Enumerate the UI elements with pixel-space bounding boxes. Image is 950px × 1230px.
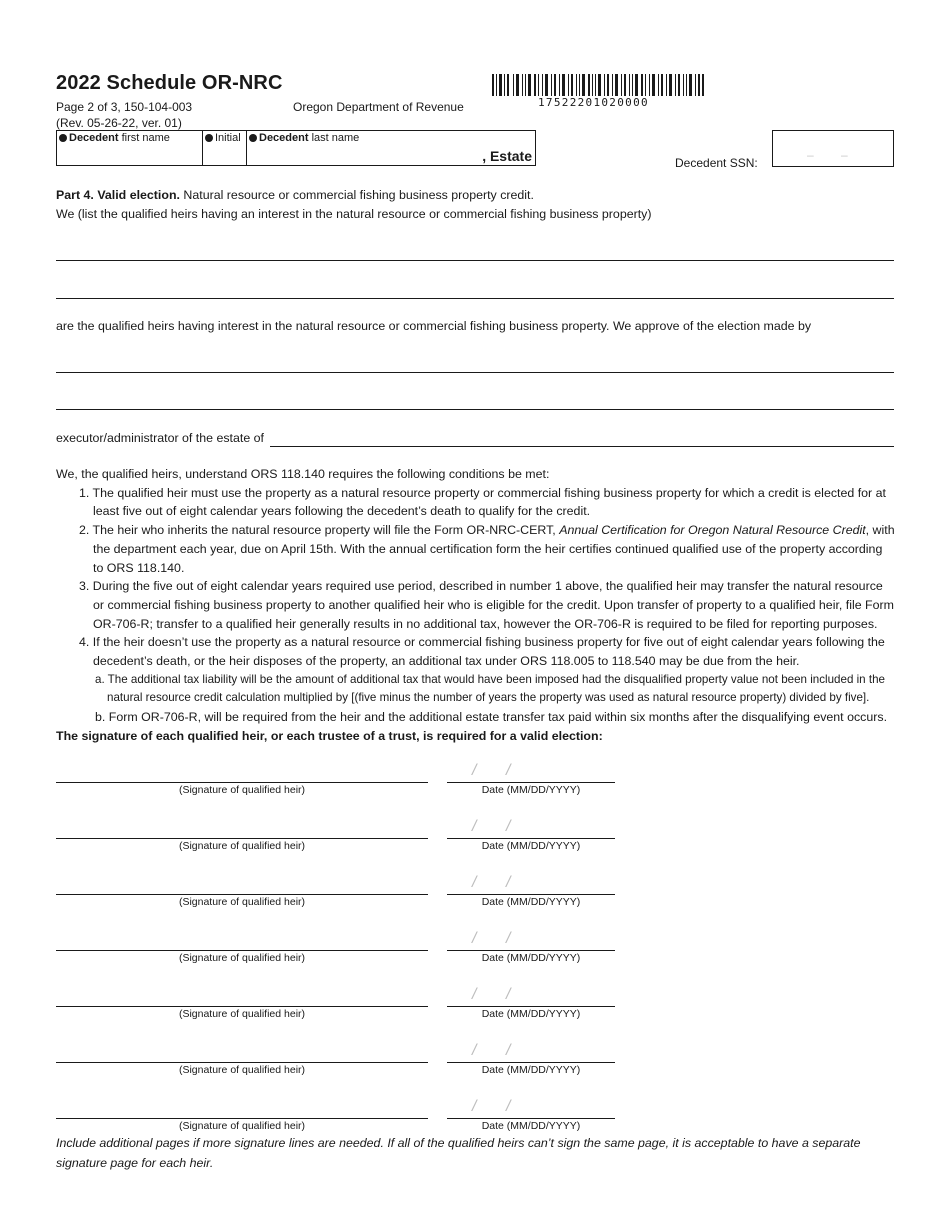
election-made-by-line-2[interactable]	[56, 409, 894, 410]
date-separator: /	[472, 818, 477, 835]
required-dot-icon	[205, 134, 213, 142]
date-separator: /	[506, 818, 511, 835]
signature-caption: (Signature of qualified heir)	[178, 1064, 306, 1076]
date-separator: /	[506, 1098, 511, 1115]
date-separator: /	[506, 930, 511, 947]
ssn-label: Decedent SSN:	[675, 156, 758, 170]
barcode-number: 17522201020000	[538, 96, 649, 109]
date-separator: /	[506, 874, 511, 891]
date-caption: Date (MM/DD/YYYY)	[481, 952, 581, 964]
date-line[interactable]	[447, 838, 615, 839]
condition-2	[56, 521, 896, 577]
date-caption: Date (MM/DD/YYYY)	[481, 896, 581, 908]
signature-caption: (Signature of qualified heir)	[178, 896, 306, 908]
signature-line[interactable]	[56, 894, 428, 895]
date-caption: Date (MM/DD/YYYY)	[481, 784, 581, 796]
conditions-list	[56, 465, 896, 746]
page-info: Page 2 of 3, 150-104-003	[56, 100, 193, 114]
date-line[interactable]	[447, 894, 615, 895]
signature-line[interactable]	[56, 1118, 428, 1119]
decedent-name-box	[56, 130, 536, 166]
date-line[interactable]	[447, 782, 615, 783]
date-line[interactable]	[447, 1118, 615, 1119]
heirs-list-line-2[interactable]	[56, 298, 894, 299]
part4-heading-line	[56, 186, 896, 205]
department-name: Oregon Department of Revenue	[293, 100, 464, 114]
barcode	[492, 74, 704, 96]
condition-4a: a. The additional tax liability will be the amount of additional tax that would have been imposed had the disqualified property value not been included in the natural resource credit calculation multiplied by [(five minus the number of years the property was used as natural resource property) divided by five].	[95, 672, 885, 705]
date-separator: /	[472, 1098, 477, 1115]
required-dot-icon	[249, 134, 257, 142]
initial-label: Initial	[215, 132, 241, 144]
estate-suffix: , Estate	[482, 148, 532, 164]
last-name-label-bold: Decedent	[259, 132, 309, 144]
revision-info: (Rev. 05-26-22, ver. 01)	[56, 116, 182, 130]
signature-caption: (Signature of qualified heir)	[178, 1120, 306, 1132]
condition-1: 1. The qualified heir must use the property as a natural resource property or commercial fishing business property for which a credit is elected for at least five out of eight calendar years following the decedent’s death to qualify for the credit.	[79, 485, 886, 519]
condition-4: 4. If the heir doesn’t use the property as a natural resource or commercial fishing business property for five out of eight calendar years following the decedent’s death, or the heir disposes of the property, an additional tax under ORS 118.005 to 118.540 may be due from the heir.	[79, 635, 885, 669]
date-caption: Date (MM/DD/YYYY)	[481, 1008, 581, 1020]
date-separator: /	[506, 762, 511, 779]
date-separator: /	[472, 874, 477, 891]
estate-of-line[interactable]	[270, 446, 894, 447]
part4-intro: We (list the qualified heirs having an interest in the natural resource or commercial fishing business property)	[56, 207, 652, 221]
signature-requirement: The signature of each qualified heir, or each trustee of a trust, is required for a valid election:	[56, 728, 603, 743]
executor-label: executor/administrator of the estate of	[56, 431, 264, 445]
required-dot-icon	[59, 134, 67, 142]
signature-line[interactable]	[56, 782, 428, 783]
form-title: 2022 Schedule OR-NRC	[56, 72, 283, 94]
condition-2-form-name: Annual Certification for Oregon Natural Resource Credit	[559, 523, 866, 538]
election-made-by-line-1[interactable]	[56, 372, 894, 373]
last-name-label: last name	[308, 132, 360, 144]
date-separator: /	[506, 986, 511, 1003]
signature-line[interactable]	[56, 1062, 428, 1063]
date-line[interactable]	[447, 950, 615, 951]
date-line[interactable]	[447, 1006, 615, 1007]
signature-caption: (Signature of qualified heir)	[178, 1008, 306, 1020]
date-caption: Date (MM/DD/YYYY)	[481, 1064, 581, 1076]
condition-4b: b. Form OR-706-R, will be required from the heir and the additional estate transfer tax paid within six months after the disqualifying event occurs.	[95, 710, 888, 725]
part4-subheading: Natural resource or commercial fishing business property credit.	[179, 188, 534, 202]
condition-2-text-end: , with the department each year, due on April 15th. With the annual certification form the heir certifies continued qualified use of the property according to ORS 118.140.	[93, 523, 895, 575]
condition-3: 3. During the five out of eight calendar years required use period, described in number 1 above, the qualified heir may transfer the natural resource or commercial fishing business property to another qualified heir who is eligible for the credit. Upon transfer of property to a qualified heir, file Form OR-706-R; transfer to a qualified heir generally results in no additional tax, however the OR-706-R is required to be filed for reporting purposes.	[79, 579, 894, 631]
heirs-list-line-1[interactable]	[56, 260, 894, 261]
condition-2-text: 2. The heir who inherits the natural resource property will file the Form OR-NRC-CERT,	[79, 523, 560, 538]
date-separator: /	[472, 762, 477, 779]
part4-heading: Part 4. Valid election.	[56, 188, 180, 202]
date-caption: Date (MM/DD/YYYY)	[481, 840, 581, 852]
first-name-field[interactable]	[57, 131, 203, 165]
date-separator: /	[472, 1042, 477, 1059]
date-separator: /	[472, 986, 477, 1003]
ssn-separator: –	[841, 148, 848, 162]
date-caption: Date (MM/DD/YYYY)	[481, 1120, 581, 1132]
first-name-label-bold: Decedent	[69, 132, 119, 144]
ssn-field[interactable]	[772, 130, 894, 167]
date-separator: /	[506, 1042, 511, 1059]
footer-note: Include additional pages if more signature lines are needed. If all of the qualified heirs can’t sign the same page, it is acceptable to have a separate signature page for each heir.	[56, 1136, 861, 1170]
signature-caption: (Signature of qualified heir)	[178, 840, 306, 852]
last-name-field[interactable]	[247, 131, 535, 165]
signature-line[interactable]	[56, 838, 428, 839]
signature-caption: (Signature of qualified heir)	[178, 952, 306, 964]
initial-field[interactable]	[203, 131, 247, 165]
signature-line[interactable]	[56, 950, 428, 951]
approval-text: are the qualified heirs having interest in the natural resource or commercial fishing business property. We approve of the election made by	[56, 319, 812, 333]
first-name-label: first name	[118, 132, 170, 144]
signature-line[interactable]	[56, 1006, 428, 1007]
conditions-intro: We, the qualified heirs, understand ORS 118.140 requires the following conditions be met:	[56, 467, 550, 481]
ssn-separator: –	[807, 148, 814, 162]
date-line[interactable]	[447, 1062, 615, 1063]
signature-caption: (Signature of qualified heir)	[178, 784, 306, 796]
date-separator: /	[472, 930, 477, 947]
